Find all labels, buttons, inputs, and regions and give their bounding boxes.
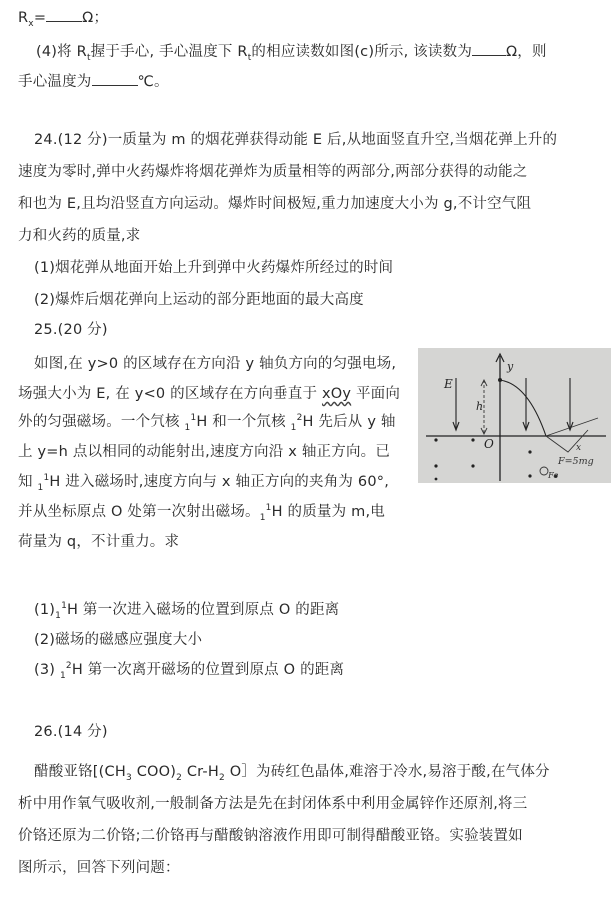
q25-line3: 外的匀强磁场。一个氕核 $_1^1$H 和一个氘核 $_1^2$H 先后从 y 轴: [18, 413, 396, 433]
q26-line3: 价铬还原为二价铬;二价铬再与醋酸钠溶液作用即可制得醋酸亚铬。实验装置如: [18, 828, 523, 844]
y-axis-label: y: [507, 360, 514, 373]
b-field-dot: [434, 438, 437, 441]
temperature-answer-blank: [92, 71, 138, 86]
q24-subq1: (1)烟花弹从地面开始上升到弹中火药爆炸所经过的时间: [34, 260, 394, 276]
origin-label: O: [484, 437, 494, 451]
q25-line6: 并从坐标原点 O 处第一次射出磁场。$_1^1$H 的质量为 m,电: [18, 503, 385, 523]
rx-answer-blank: [46, 7, 82, 22]
b-field-dot: [471, 464, 474, 467]
q24-subq2: (2)爆炸后烟花弹向上运动的部分距地面的最大高度: [34, 292, 364, 308]
velocity-sketch: [546, 430, 588, 452]
q26-line1: 醋酸亚铬[($CH_3$ $COO)_2$ $Cr-H_2$ O］为砖红色晶体,难溶于冷水,易溶于酸,在气体分: [34, 764, 550, 783]
q26-line4: 图所示，回答下列问题：: [18, 860, 180, 876]
q4-line1: (4)将 $R_t$握于手心, 手心温度下 $R_t$的相应读数如图(c)所示, 该读数为 Ω，则: [36, 40, 547, 63]
q25-line7: 荷量为 q，不计重力。求: [18, 534, 180, 550]
field-diagram: [418, 348, 611, 483]
q25-subq2: (2)磁场的磁感应强度大小: [34, 632, 203, 648]
q25-subq1: $(1)_1^1H$ 第一次进入磁场的位置到原点 O 的距离: [34, 601, 340, 621]
hand-sketch-circle: [540, 467, 548, 475]
b-field-dot: [434, 464, 437, 467]
q26-line2: 析中用作氧气吸收剂,一般制备方法是先在封闭体系中利用金属锌作还原剂,将三: [18, 796, 528, 812]
handwritten-note: F=5mg: [558, 456, 594, 467]
sketch-line: [546, 418, 598, 436]
q25-line5: 知 $_1^1$H 进入磁场时,速度方向与 x 轴正方向的夹角为 60°,: [18, 473, 390, 493]
b-field-dot: [528, 474, 531, 477]
q4-line2: 手心温度为 ℃。: [18, 70, 169, 91]
q24-line2: 速度为零时,弹中火药爆炸将烟花弹炸为质量相等的两部分,两部分获得的动能之: [18, 164, 528, 180]
q25-line1: 如图,在 y>0 的区域存在方向沿 y 轴负方向的匀强电场,: [34, 356, 397, 372]
b-field-dot: [528, 450, 531, 453]
trajectory-path: [500, 380, 546, 436]
reading-answer-blank: [472, 41, 506, 56]
field-label-e: E: [444, 377, 453, 391]
b-field-dot: [435, 478, 438, 481]
handwritten-note-2: Fe: [548, 471, 559, 481]
x-axis-label: x: [576, 443, 582, 453]
q24-line4: 力和火药的质量,求: [18, 228, 141, 244]
q25-subq3: (3) $_1^2$H 第一次离开磁场的位置到原点 O 的距离: [34, 661, 345, 681]
q25-heading: 25.(20 分): [34, 322, 108, 338]
b-field-dot: [471, 438, 474, 441]
h-label: h: [476, 400, 484, 413]
q26-heading: 26.(14 分): [34, 724, 108, 740]
q25-line4: 上 y=h 点以相同的动能射出,速度方向沿 x 轴正方向。已: [18, 444, 391, 460]
rx-line: $R_x= \Omega$；: [18, 6, 108, 29]
q24-line3: 和也为 E,且均沿竖直方向运动。爆炸时间极短,重力加速度大小为 g,不计空气阻: [18, 196, 532, 212]
q24-line1: 24.(12 分)一质量为 m 的烟花弹获得动能 E 后,从地面竖直升空,当烟花弹上升的: [34, 132, 558, 148]
q25-line2: 场强大小为 E, 在 y<0 的区域存在方向垂直于 xOy 平面向: [18, 386, 401, 402]
field-diagram-svg: [418, 348, 611, 483]
